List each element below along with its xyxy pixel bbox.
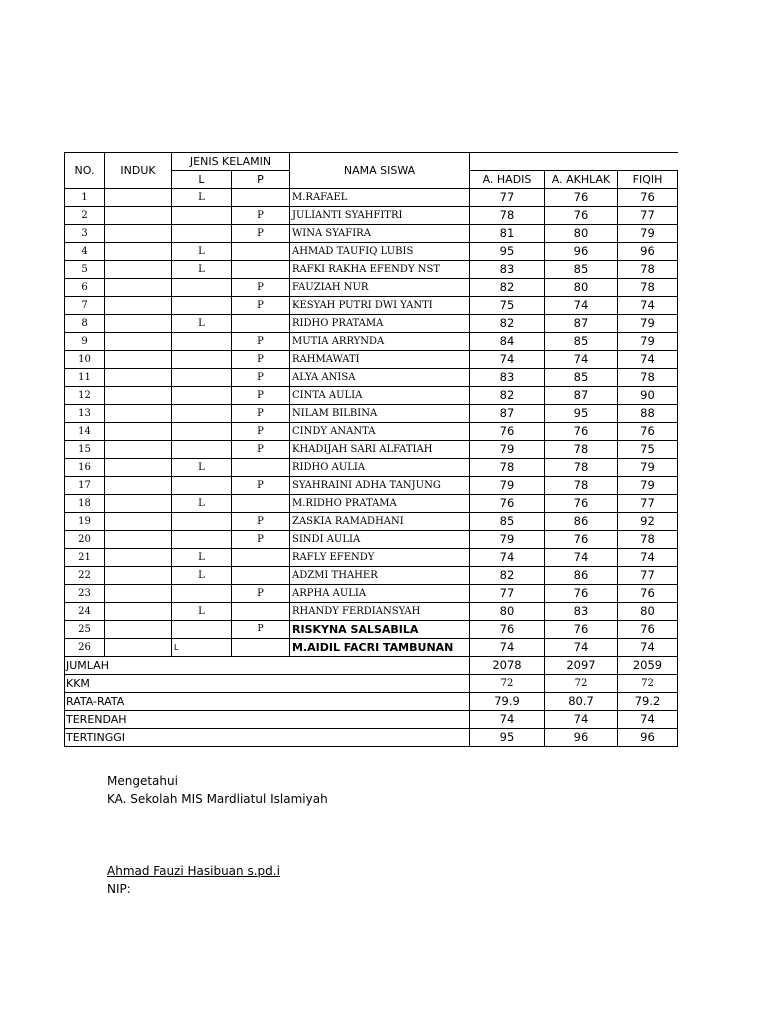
cell-akhlak: 85: [545, 261, 618, 279]
cell-induk: [105, 603, 172, 621]
cell-no: 20: [65, 531, 105, 549]
cell-no: 11: [65, 369, 105, 387]
cell-l: L: [172, 549, 232, 567]
cell-akhlak: 76: [545, 189, 618, 207]
cell-fiqih: 77: [618, 567, 678, 585]
cell-nama: ADZMI THAHER: [290, 567, 470, 585]
cell-fiqih: 76: [618, 621, 678, 639]
student-row: [65, 351, 678, 369]
cell-akhlak: 85: [545, 333, 618, 351]
cell-no: 23: [65, 585, 105, 603]
cell-hadis: 76: [470, 495, 545, 513]
cell-nama: RISKYNA SALSABILA: [290, 621, 470, 639]
cell-l: L: [172, 567, 232, 585]
student-row: [65, 567, 678, 585]
cell-nama: JULIANTI SYAHFITRI: [290, 207, 470, 225]
cell-fiqih: 79: [618, 315, 678, 333]
cell-induk: [105, 441, 172, 459]
cell-l: [172, 423, 232, 441]
cell-fiqih: 74: [618, 639, 678, 657]
cell-p: P: [232, 477, 290, 495]
cell-p: P: [232, 405, 290, 423]
summary-hadis: 72: [470, 675, 545, 693]
cell-fiqih: 78: [618, 261, 678, 279]
cell-p: P: [232, 441, 290, 459]
cell-fiqih: 96: [618, 243, 678, 261]
cell-induk: [105, 495, 172, 513]
cell-p: P: [232, 621, 290, 639]
mengetahui-text: Mengetahui: [107, 774, 178, 788]
student-row: [65, 369, 678, 387]
summary-row-terendah: [65, 711, 678, 729]
student-row: [65, 549, 678, 567]
student-row: [65, 495, 678, 513]
cell-fiqih: 78: [618, 531, 678, 549]
cell-nama: M.AIDIL FACRI TAMBUNAN: [290, 639, 470, 657]
cell-p: P: [232, 333, 290, 351]
cell-p: P: [232, 423, 290, 441]
summary-row-rata-rata: [65, 693, 678, 711]
cell-induk: [105, 585, 172, 603]
cell-hadis: 82: [470, 387, 545, 405]
cell-p: P: [232, 369, 290, 387]
student-row: [65, 207, 678, 225]
student-rows: [65, 189, 678, 657]
cell-no: 14: [65, 423, 105, 441]
summary-label: KKM: [65, 675, 470, 693]
header-nama-siswa: NAMA SISWA: [290, 153, 470, 189]
cell-hadis: 82: [470, 567, 545, 585]
cell-akhlak: 76: [545, 621, 618, 639]
cell-no: 10: [65, 351, 105, 369]
cell-no: 9: [65, 333, 105, 351]
cell-p: [232, 459, 290, 477]
cell-no: 25: [65, 621, 105, 639]
grade-table: [64, 152, 678, 747]
cell-no: 24: [65, 603, 105, 621]
cell-l: [172, 297, 232, 315]
cell-akhlak: 74: [545, 297, 618, 315]
cell-p: P: [232, 279, 290, 297]
cell-induk: [105, 261, 172, 279]
cell-p: [232, 315, 290, 333]
cell-nama: CINDY ANANTA: [290, 423, 470, 441]
cell-induk: [105, 531, 172, 549]
cell-induk: [105, 549, 172, 567]
student-row: [65, 585, 678, 603]
cell-akhlak: 76: [545, 207, 618, 225]
cell-nama: SINDI AULIA: [290, 531, 470, 549]
cell-no: 4: [65, 243, 105, 261]
cell-p: P: [232, 387, 290, 405]
cell-l: L: [172, 243, 232, 261]
cell-p: [232, 261, 290, 279]
cell-induk: [105, 297, 172, 315]
header-akhlak: A. AKHLAK: [545, 171, 618, 189]
cell-hadis: 74: [470, 351, 545, 369]
header-hadis: A. HADIS: [470, 171, 545, 189]
cell-fiqih: 79: [618, 459, 678, 477]
student-row: [65, 531, 678, 549]
cell-akhlak: 74: [545, 639, 618, 657]
cell-nama: M.RIDHO PRATAMA: [290, 495, 470, 513]
cell-nama: ZASKIA RAMADHANI: [290, 513, 470, 531]
header-jenis-kelamin: JENIS KELAMIN: [172, 153, 290, 171]
cell-hadis: 83: [470, 369, 545, 387]
cell-no: 18: [65, 495, 105, 513]
cell-p: P: [232, 531, 290, 549]
cell-l: [172, 207, 232, 225]
cell-nama: KESYAH PUTRI DWI YANTI: [290, 297, 470, 315]
cell-nama: WINA SYAFIRA: [290, 225, 470, 243]
summary-hadis: 79.9: [470, 693, 545, 711]
cell-hadis: 95: [470, 243, 545, 261]
cell-akhlak: 76: [545, 495, 618, 513]
cell-p: P: [232, 513, 290, 531]
cell-l: [172, 387, 232, 405]
cell-hadis: 84: [470, 333, 545, 351]
cell-fiqih: 77: [618, 207, 678, 225]
cell-fiqih: 75: [618, 441, 678, 459]
cell-hadis: 77: [470, 585, 545, 603]
summary-fiqih: 72: [618, 675, 678, 693]
cell-induk: [105, 351, 172, 369]
cell-nama: NILAM BILBINA: [290, 405, 470, 423]
summary-akhlak: 80.7: [545, 693, 618, 711]
student-row: [65, 261, 678, 279]
cell-hadis: 81: [470, 225, 545, 243]
cell-induk: [105, 567, 172, 585]
cell-induk: [105, 405, 172, 423]
cell-no: 2: [65, 207, 105, 225]
cell-nama: ARPHA AULIA: [290, 585, 470, 603]
cell-p: [232, 189, 290, 207]
cell-no: 6: [65, 279, 105, 297]
cell-nama: ALYA ANISA: [290, 369, 470, 387]
cell-fiqih: 76: [618, 585, 678, 603]
header-no: NO.: [65, 153, 105, 189]
cell-nama: M.RAFAEL: [290, 189, 470, 207]
cell-p: [232, 243, 290, 261]
student-row: [65, 387, 678, 405]
cell-p: [232, 603, 290, 621]
summary-fiqih: 74: [618, 711, 678, 729]
cell-l: [172, 369, 232, 387]
summary-label: TERENDAH: [65, 711, 470, 729]
summary-label: JUMLAH: [65, 657, 470, 675]
cell-nama: FAUZIAH NUR: [290, 279, 470, 297]
cell-hadis: 79: [470, 531, 545, 549]
cell-akhlak: 87: [545, 315, 618, 333]
summary-fiqih: 2059: [618, 657, 678, 675]
student-row: [65, 423, 678, 441]
summary-row-jumlah: [65, 657, 678, 675]
cell-hadis: 74: [470, 639, 545, 657]
cell-no: 16: [65, 459, 105, 477]
cell-fiqih: 79: [618, 333, 678, 351]
cell-l: L: [172, 459, 232, 477]
cell-hadis: 77: [470, 189, 545, 207]
cell-p: [232, 549, 290, 567]
cell-fiqih: 77: [618, 495, 678, 513]
cell-no: 1: [65, 189, 105, 207]
cell-akhlak: 86: [545, 567, 618, 585]
cell-akhlak: 78: [545, 459, 618, 477]
cell-nama: RIDHO AULIA: [290, 459, 470, 477]
cell-akhlak: 76: [545, 585, 618, 603]
cell-l: [172, 225, 232, 243]
student-row: [65, 189, 678, 207]
cell-akhlak: 74: [545, 549, 618, 567]
cell-hadis: 79: [470, 441, 545, 459]
cell-nama: MUTIA ARRYNDA: [290, 333, 470, 351]
cell-no: 3: [65, 225, 105, 243]
cell-no: 13: [65, 405, 105, 423]
cell-no: 7: [65, 297, 105, 315]
cell-fiqih: 74: [618, 351, 678, 369]
header-subjects-group: [470, 153, 678, 171]
cell-nama: RHANDY FERDIANSYAH: [290, 603, 470, 621]
cell-p: P: [232, 585, 290, 603]
cell-induk: [105, 243, 172, 261]
cell-p: P: [232, 225, 290, 243]
cell-fiqih: 74: [618, 549, 678, 567]
cell-akhlak: 96: [545, 243, 618, 261]
cell-fiqih: 80: [618, 603, 678, 621]
cell-induk: [105, 279, 172, 297]
summary-fiqih: 79.2: [618, 693, 678, 711]
cell-induk: [105, 513, 172, 531]
cell-akhlak: 80: [545, 225, 618, 243]
cell-akhlak: 87: [545, 387, 618, 405]
cell-nama: CINTA AULIA: [290, 387, 470, 405]
summary-akhlak: 96: [545, 729, 618, 747]
student-row: [65, 477, 678, 495]
cell-no: 5: [65, 261, 105, 279]
student-row: [65, 459, 678, 477]
cell-induk: [105, 387, 172, 405]
student-row: [65, 639, 678, 657]
cell-no: 12: [65, 387, 105, 405]
nip-text: NIP:: [107, 882, 131, 896]
cell-fiqih: 74: [618, 297, 678, 315]
jabatan-text: KA. Sekolah MIS Mardliatul Islamiyah: [107, 792, 328, 806]
cell-p: [232, 567, 290, 585]
summary-hadis: 95: [470, 729, 545, 747]
cell-fiqih: 92: [618, 513, 678, 531]
cell-no: 19: [65, 513, 105, 531]
cell-induk: [105, 207, 172, 225]
cell-nama: SYAHRAINI ADHA TANJUNG: [290, 477, 470, 495]
cell-no: 22: [65, 567, 105, 585]
cell-no: 17: [65, 477, 105, 495]
cell-l: [172, 513, 232, 531]
student-row: [65, 315, 678, 333]
cell-p: P: [232, 207, 290, 225]
cell-no: 15: [65, 441, 105, 459]
cell-induk: [105, 477, 172, 495]
cell-fiqih: 78: [618, 369, 678, 387]
summary-hadis: 74: [470, 711, 545, 729]
cell-l: L: [172, 315, 232, 333]
student-row: [65, 243, 678, 261]
student-row: [65, 513, 678, 531]
summary-label: TERTINGGI: [65, 729, 470, 747]
cell-hadis: 85: [470, 513, 545, 531]
cell-induk: [105, 459, 172, 477]
cell-p: P: [232, 297, 290, 315]
cell-akhlak: 95: [545, 405, 618, 423]
cell-akhlak: 76: [545, 531, 618, 549]
student-row: [65, 333, 678, 351]
cell-nama: RAFLY EFENDY: [290, 549, 470, 567]
cell-akhlak: 78: [545, 441, 618, 459]
cell-l: [172, 531, 232, 549]
cell-fiqih: 78: [618, 279, 678, 297]
cell-hadis: 78: [470, 459, 545, 477]
cell-fiqih: 76: [618, 423, 678, 441]
cell-induk: [105, 315, 172, 333]
summary-akhlak: 72: [545, 675, 618, 693]
cell-l: L: [172, 189, 232, 207]
summary-row-kkm: [65, 675, 678, 693]
cell-nama: KHADIJAH SARI ALFATIAH: [290, 441, 470, 459]
cell-fiqih: 90: [618, 387, 678, 405]
cell-nama: RAFKI RAKHA EFENDY NST: [290, 261, 470, 279]
cell-akhlak: 83: [545, 603, 618, 621]
cell-hadis: 80: [470, 603, 545, 621]
cell-l: [172, 405, 232, 423]
cell-hadis: 79: [470, 477, 545, 495]
cell-hadis: 78: [470, 207, 545, 225]
cell-akhlak: 74: [545, 351, 618, 369]
cell-induk: [105, 621, 172, 639]
cell-no: 8: [65, 315, 105, 333]
summary-akhlak: 2097: [545, 657, 618, 675]
cell-induk: [105, 639, 172, 657]
summary-row-tertinggi: [65, 729, 678, 747]
cell-hadis: 76: [470, 423, 545, 441]
signature-space: [107, 808, 328, 862]
cell-fiqih: 79: [618, 225, 678, 243]
cell-l: [172, 351, 232, 369]
student-row: [65, 621, 678, 639]
summary-label: RATA-RATA: [65, 693, 470, 711]
header-p: P: [232, 171, 290, 189]
header-fiqih: FIQIH: [618, 171, 678, 189]
cell-p: P: [232, 351, 290, 369]
cell-l: [172, 621, 232, 639]
cell-nama: RIDHO PRATAMA: [290, 315, 470, 333]
cell-hadis: 87: [470, 405, 545, 423]
cell-hadis: 83: [470, 261, 545, 279]
student-row: [65, 441, 678, 459]
student-row: [65, 297, 678, 315]
cell-hadis: 75: [470, 297, 545, 315]
cell-hadis: 82: [470, 279, 545, 297]
cell-hadis: 82: [470, 315, 545, 333]
cell-l: [172, 477, 232, 495]
signatory-name: Ahmad Fauzi Hasibuan s.pd.i: [107, 864, 280, 878]
cell-l: L: [172, 603, 232, 621]
cell-induk: [105, 189, 172, 207]
summary-fiqih: 96: [618, 729, 678, 747]
cell-no: 26: [65, 639, 105, 657]
cell-akhlak: 80: [545, 279, 618, 297]
cell-fiqih: 79: [618, 477, 678, 495]
summary-hadis: 2078: [470, 657, 545, 675]
header-row-1: [65, 153, 678, 171]
student-row: [65, 405, 678, 423]
cell-akhlak: 76: [545, 423, 618, 441]
header-l: L: [172, 171, 232, 189]
student-row: [65, 225, 678, 243]
summary-akhlak: 74: [545, 711, 618, 729]
cell-l: [172, 279, 232, 297]
cell-l: L: [172, 495, 232, 513]
cell-nama: AHMAD TAUFIQ LUBIS: [290, 243, 470, 261]
cell-fiqih: 76: [618, 189, 678, 207]
student-row: [65, 279, 678, 297]
cell-induk: [105, 369, 172, 387]
cell-l: L: [172, 639, 232, 657]
cell-induk: [105, 423, 172, 441]
header-induk: INDUK: [105, 153, 172, 189]
cell-hadis: 74: [470, 549, 545, 567]
cell-p: [232, 639, 290, 657]
grade-sheet: [64, 152, 678, 747]
cell-l: L: [172, 261, 232, 279]
cell-induk: [105, 225, 172, 243]
cell-p: [232, 495, 290, 513]
cell-l: [172, 333, 232, 351]
student-row: [65, 603, 678, 621]
cell-induk: [105, 333, 172, 351]
cell-nama: RAHMAWATI: [290, 351, 470, 369]
cell-hadis: 76: [470, 621, 545, 639]
cell-akhlak: 85: [545, 369, 618, 387]
cell-akhlak: 78: [545, 477, 618, 495]
signature-block: [107, 772, 328, 898]
summary-rows: [65, 657, 678, 747]
cell-l: [172, 441, 232, 459]
cell-fiqih: 88: [618, 405, 678, 423]
cell-l: [172, 585, 232, 603]
cell-no: 21: [65, 549, 105, 567]
cell-akhlak: 86: [545, 513, 618, 531]
